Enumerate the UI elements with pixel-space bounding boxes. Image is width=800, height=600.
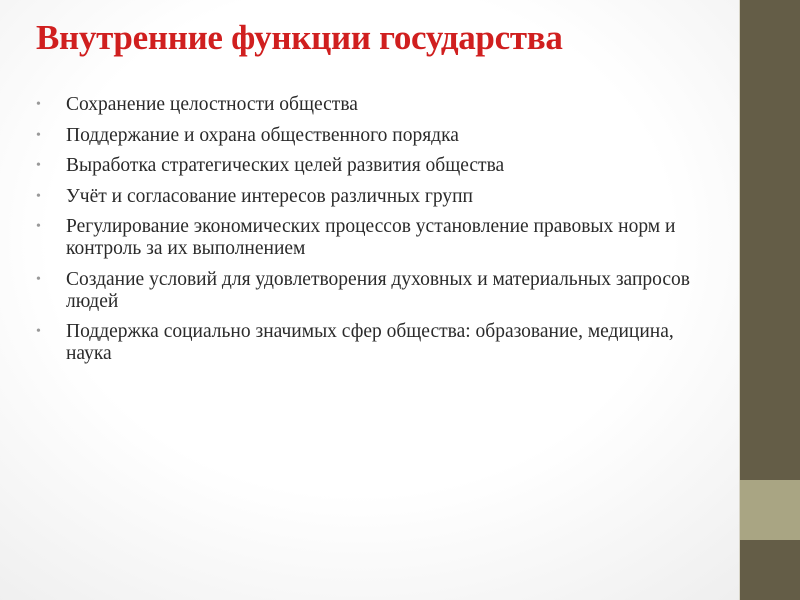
slide-title: Внутренние функции государства (36, 18, 563, 57)
item-text: Сохранение целостности общества (66, 94, 358, 115)
item-text: Создание условий для удовлетворения духовных и материальных запросов людей (66, 268, 690, 312)
bullet-icon: • (36, 127, 41, 143)
item-text: Выработка стратегических целей развития общества (66, 155, 505, 176)
list-item (36, 94, 716, 116)
bullet-icon: • (36, 158, 41, 173)
list-item (36, 269, 716, 313)
list-item (36, 125, 716, 147)
list-item (36, 216, 716, 260)
bullet-icon: • (36, 219, 41, 234)
list-item (36, 321, 716, 365)
item-text: Поддержка социально значимых сфер общества: образование, медицина, наука (66, 321, 674, 364)
bullet-icon: • (36, 324, 41, 339)
list-item (36, 186, 716, 208)
decorative-sidebar (739, 0, 800, 600)
bullet-list (36, 94, 716, 374)
bullet-icon: • (36, 97, 41, 112)
bullet-icon: • (36, 271, 41, 287)
item-text: Учёт и согласование интересов различных групп (66, 185, 473, 207)
item-text: Поддержание и охрана общественного порядка (66, 124, 459, 146)
item-text: Регулирование экономических процессов установление правовых норм и контроль за их выполнением (66, 216, 676, 259)
sidebar-band (740, 480, 800, 540)
list-item (36, 155, 716, 177)
bullet-icon: • (36, 188, 41, 204)
